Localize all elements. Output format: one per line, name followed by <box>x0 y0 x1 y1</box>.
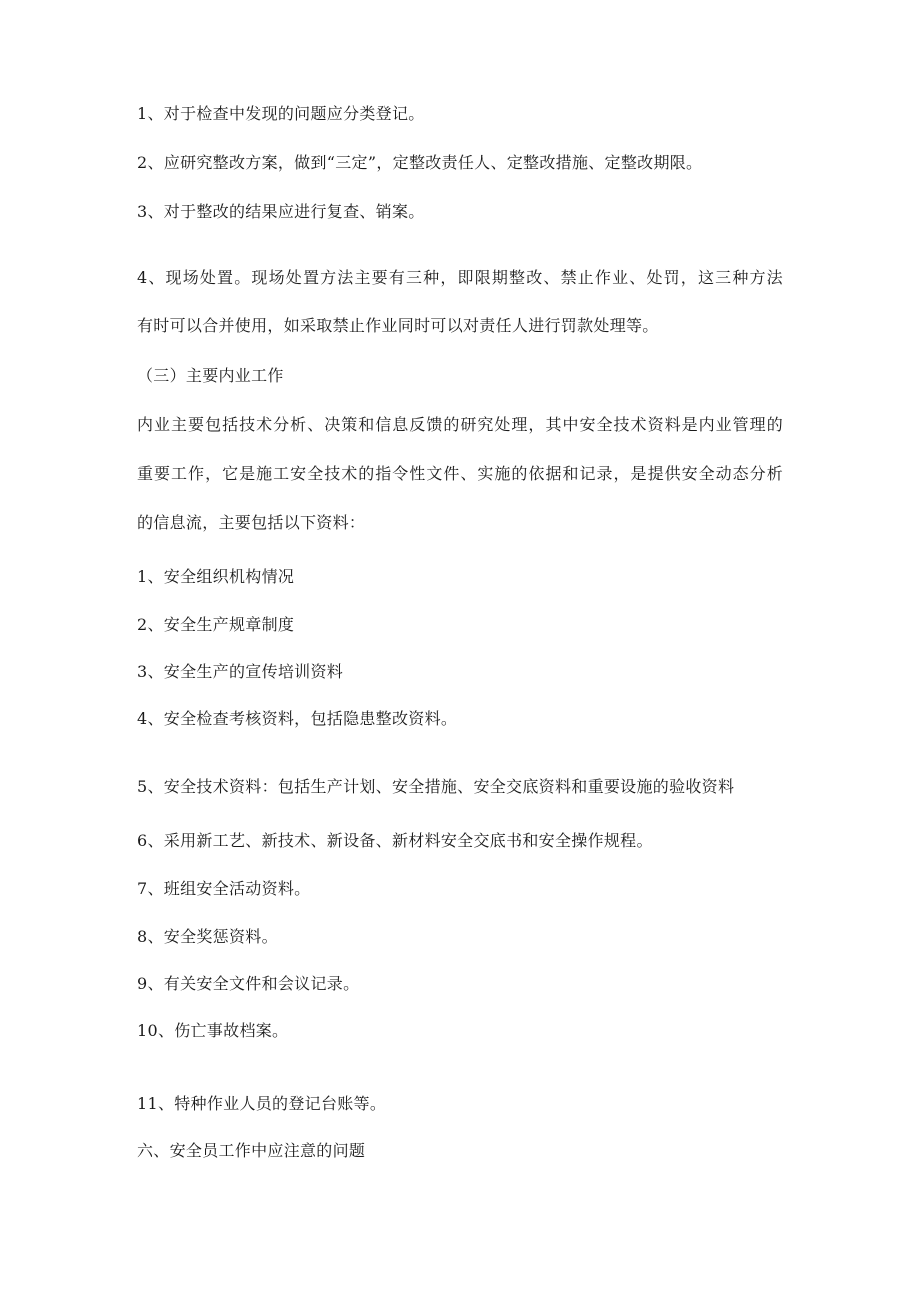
list-item: 8、安全奖惩资料。 <box>137 927 278 946</box>
list-item: 2、安全生产规章制度 <box>137 615 295 634</box>
section-heading: （三）主要内业工作 <box>137 366 284 385</box>
list-item: 10、伤亡事故档案。 <box>137 1021 289 1040</box>
text-line: 4、现场处置。现场处置方法主要有三种，即限期整改、禁止作业、处罚，这三种方法 <box>137 268 783 287</box>
list-item: 5、安全技术资料：包括生产计划、安全措施、安全交底资料和重要设施的验收资料 <box>137 777 735 796</box>
text-line: 内业主要包括技术分析、决策和信息反馈的研究处理，其中安全技术资料是内业管理的 <box>137 415 783 434</box>
text-line: 3、对于整改的结果应进行复查、销案。 <box>137 202 425 221</box>
list-item: 3、安全生产的宣传培训资料 <box>137 662 344 681</box>
section-heading: 六、安全员工作中应注意的问题 <box>137 1141 366 1160</box>
list-item: 4、安全检查考核资料，包括隐患整改资料。 <box>137 709 458 728</box>
text-line: 1、对于检查中发现的问题应分类登记。 <box>137 104 425 123</box>
text-line: 有时可以合并使用，如采取禁止作业同时可以对责任人进行罚款处理等。 <box>137 316 659 335</box>
list-item: 6、采用新工艺、新技术、新设备、新材料安全交底书和安全操作规程。 <box>137 831 653 850</box>
text-line: 重要工作，它是施工安全技术的指令性文件、实施的依据和记录，是提供安全动态分析 <box>137 464 783 483</box>
text-line: 2、应研究整改方案，做到“三定”，定整改责任人、定整改措施、定整改期限。 <box>137 153 703 172</box>
list-item: 7、班组安全活动资料。 <box>137 879 311 898</box>
list-item: 9、有关安全文件和会议记录。 <box>137 974 360 993</box>
list-item: 1、安全组织机构情况 <box>137 567 295 586</box>
text-line: 的信息流，主要包括以下资料： <box>137 513 366 532</box>
list-item: 11、特种作业人员的登记台账等。 <box>137 1094 387 1113</box>
